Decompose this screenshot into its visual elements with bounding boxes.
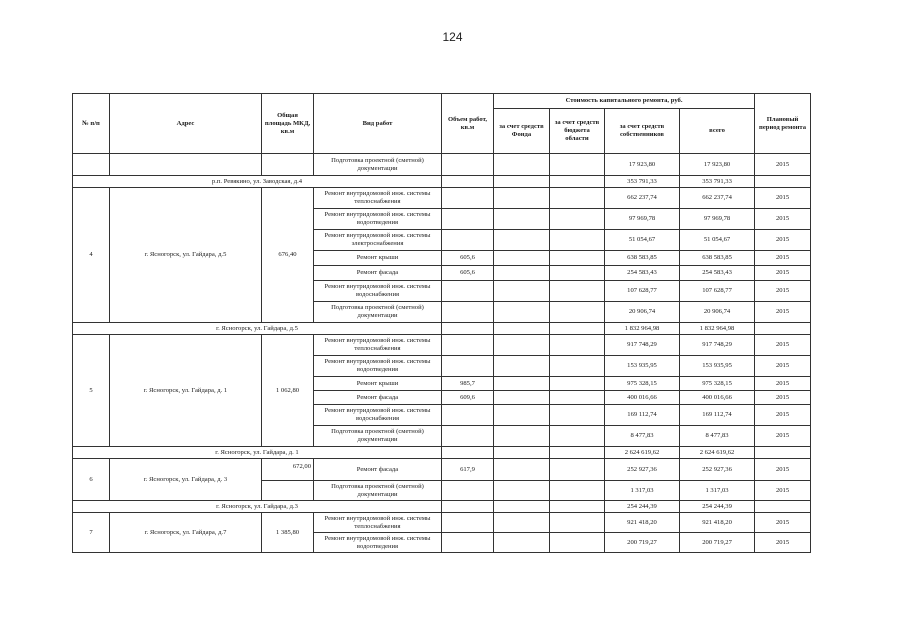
subtotal-label: г. Ясногорск, ул. Гайдара, д.5: [73, 323, 442, 335]
owners-cost-cell: 400 016,66: [605, 391, 680, 405]
total-cost-cell: 169 112,74: [680, 405, 755, 426]
area-cell: 672,00: [262, 459, 314, 481]
area-cell: 1 062,80: [262, 335, 314, 447]
work-type-cell: Ремонт внутридомовой инж. системы водоотведения: [314, 209, 442, 230]
subtotal-row: [73, 501, 811, 513]
subtotal-label: г. Ясногорск, ул. Гайдара, д.3: [73, 501, 442, 513]
owners-cost-cell: 638 583,85: [605, 251, 680, 266]
address-cell: г. Ясногорск, ул. Гайдара, д.7: [110, 513, 262, 553]
work-type-cell: Ремонт внутридомовой инж. системы водоотведения: [314, 356, 442, 377]
period-cell: 2015: [755, 533, 811, 553]
address-cell: г. Ясногорск, ул. Гайдара, д.5: [110, 188, 262, 323]
total-cost-cell: 20 906,74: [680, 302, 755, 323]
period-cell: 2015: [755, 391, 811, 405]
table-row: [73, 188, 811, 209]
repair-table: [72, 93, 811, 553]
table-row: [73, 513, 811, 533]
owners-cost-cell: 254 583,43: [605, 266, 680, 281]
period-cell: 2015: [755, 426, 811, 447]
work-type-cell: Ремонт внутридомовой инж. системы теплоснабжения: [314, 335, 442, 356]
owners-cost-cell: 169 112,74: [605, 405, 680, 426]
work-type-cell: Подготовка проектной (сметной) документации: [314, 426, 442, 447]
header-fund: за счет средств Фонда: [494, 109, 550, 154]
period-cell: 2015: [755, 251, 811, 266]
owners-cost-cell: 921 418,20: [605, 513, 680, 533]
owners-cost-cell: 20 906,74: [605, 302, 680, 323]
volume-cell: 985,7: [442, 377, 494, 391]
subtotal-row: [73, 323, 811, 335]
total-cost-cell: 51 054,67: [680, 230, 755, 251]
header-period: Плановый период ремонта: [755, 94, 811, 154]
header-work-type: Вид работ: [314, 94, 442, 154]
work-type-cell: Ремонт фасада: [314, 266, 442, 281]
header-address: Адрес: [110, 94, 262, 154]
work-type-cell: Подготовка проектной (сметной) документации: [314, 302, 442, 323]
table-row: [73, 154, 811, 176]
period-cell: 2015: [755, 281, 811, 302]
period-cell: 2015: [755, 209, 811, 230]
owners-cost-cell: 8 477,83: [605, 426, 680, 447]
total-cost-cell: 97 969,78: [680, 209, 755, 230]
subtotal-total: 254 244,39: [680, 501, 755, 513]
total-cost-cell: 252 927,36: [680, 459, 755, 481]
owners-cost-cell: 1 317,03: [605, 481, 680, 501]
total-cost-cell: 254 583,43: [680, 266, 755, 281]
total-cost-cell: 921 418,20: [680, 513, 755, 533]
total-cost-cell: 8 477,83: [680, 426, 755, 447]
period-cell: 2015: [755, 266, 811, 281]
volume-cell: 605,6: [442, 251, 494, 266]
header-region-budget: за счет средств бюджета области: [550, 109, 605, 154]
area-cell: 676,40: [262, 188, 314, 323]
header-total: всего: [680, 109, 755, 154]
owners-cost-cell: 51 054,67: [605, 230, 680, 251]
subtotal-label: г. Ясногорск, ул. Гайдара, д. 1: [73, 447, 442, 459]
total-cost-cell: 400 016,66: [680, 391, 755, 405]
subtotal-total: 1 832 964,98: [680, 323, 755, 335]
row-number: 7: [73, 513, 110, 553]
owners-cost-cell: 917 748,29: [605, 335, 680, 356]
period-cell: 2015: [755, 356, 811, 377]
total-cost-cell: 638 583,85: [680, 251, 755, 266]
volume-cell: 617,9: [442, 459, 494, 481]
subtotal-total: 353 791,33: [680, 176, 755, 188]
subtotal-owners: 1 832 964,98: [605, 323, 680, 335]
row-number: 5: [73, 335, 110, 447]
period-cell: 2015: [755, 154, 811, 176]
header-owners: за счет средств собственников: [605, 109, 680, 154]
owners-cost-cell: 153 935,95: [605, 356, 680, 377]
owners-cost-cell: 252 927,36: [605, 459, 680, 481]
work-type-cell: Ремонт фасада: [314, 459, 442, 481]
subtotal-owners: 254 244,39: [605, 501, 680, 513]
work-type-cell: Ремонт внутридомовой инж. системы водоотведения: [314, 533, 442, 553]
subtotal-label: р.п. Ревякино, ул. Заводская, д.4: [73, 176, 442, 188]
header-cost-group: Стоимость капитального ремонта, руб.: [494, 94, 755, 109]
owners-cost-cell: 200 719,27: [605, 533, 680, 553]
header-area: Общая площадь МКД, кв.м: [262, 94, 314, 154]
table-row: [73, 335, 811, 356]
work-type-cell: Ремонт внутридомовой инж. системы теплоснабжения: [314, 188, 442, 209]
work-type-cell: Ремонт внутридомовой инж. системы водоснабжения: [314, 281, 442, 302]
work-type-cell: Ремонт крыши: [314, 377, 442, 391]
period-cell: 2015: [755, 230, 811, 251]
subtotal-owners: 2 624 619,62: [605, 447, 680, 459]
volume-cell: 609,6: [442, 391, 494, 405]
total-cost-cell: 200 719,27: [680, 533, 755, 553]
header-num: № п/п: [73, 94, 110, 154]
address-cell: г. Ясногорск, ул. Гайдара, д. 3: [110, 459, 262, 501]
period-cell: 2015: [755, 481, 811, 501]
row-number: 6: [73, 459, 110, 501]
total-cost-cell: 975 328,15: [680, 377, 755, 391]
total-cost-cell: 662 237,74: [680, 188, 755, 209]
period-cell: 2015: [755, 405, 811, 426]
period-cell: 2015: [755, 459, 811, 481]
work-type-cell: Ремонт внутридомовой инж. системы электроснабжения: [314, 230, 442, 251]
owners-cost-cell: 662 237,74: [605, 188, 680, 209]
period-cell: 2015: [755, 302, 811, 323]
work-type-cell: Ремонт крыши: [314, 251, 442, 266]
row-number: 4: [73, 188, 110, 323]
work-type-cell: Ремонт внутридомовой инж. системы водоснабжения: [314, 405, 442, 426]
work-type-cell: Подготовка проектной (сметной) документации: [314, 154, 442, 176]
subtotal-row: [73, 176, 811, 188]
period-cell: 2015: [755, 335, 811, 356]
subtotal-total: 2 624 619,62: [680, 447, 755, 459]
subtotal-row: [73, 447, 811, 459]
owners-cost-cell: 17 923,80: [605, 154, 680, 176]
total-cost-cell: 17 923,80: [680, 154, 755, 176]
total-cost-cell: 1 317,03: [680, 481, 755, 501]
owners-cost-cell: 107 628,77: [605, 281, 680, 302]
table-row: [73, 459, 811, 481]
total-cost-cell: 107 628,77: [680, 281, 755, 302]
volume-cell: 605,6: [442, 266, 494, 281]
header-volume: Объем работ, кв.м: [442, 94, 494, 154]
owners-cost-cell: 975 328,15: [605, 377, 680, 391]
total-cost-cell: 153 935,95: [680, 356, 755, 377]
subtotal-owners: 353 791,33: [605, 176, 680, 188]
work-type-cell: Ремонт внутридомовой инж. системы теплоснабжения: [314, 513, 442, 533]
period-cell: 2015: [755, 188, 811, 209]
work-type-cell: Ремонт фасада: [314, 391, 442, 405]
work-type-cell: Подготовка проектной (сметной) документации: [314, 481, 442, 501]
header-row: [73, 94, 811, 109]
period-cell: 2015: [755, 513, 811, 533]
address-cell: г. Ясногорск, ул. Гайдара, д. 1: [110, 335, 262, 447]
area-cell: 1 385,80: [262, 513, 314, 553]
page-number: 124: [442, 30, 463, 44]
owners-cost-cell: 97 969,78: [605, 209, 680, 230]
period-cell: 2015: [755, 377, 811, 391]
total-cost-cell: 917 748,29: [680, 335, 755, 356]
